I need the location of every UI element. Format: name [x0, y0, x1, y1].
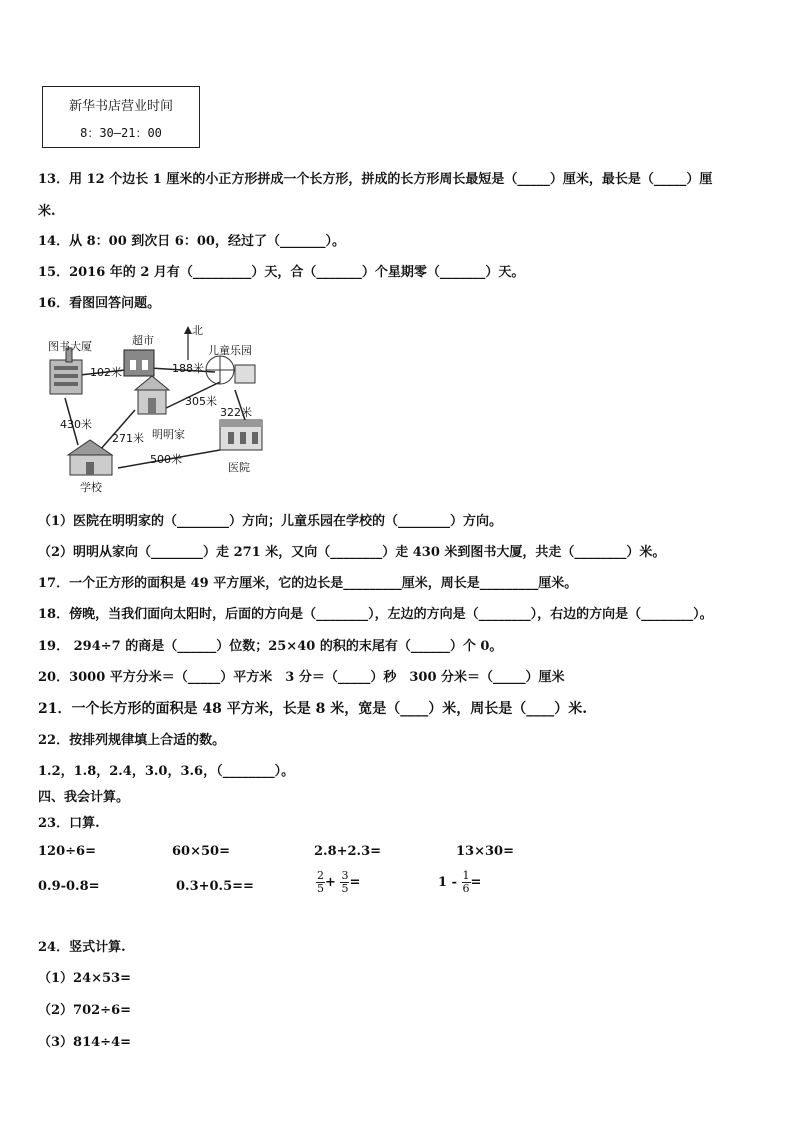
dist-park-hospital: 322米	[220, 406, 252, 419]
label-hospital: 医院	[228, 461, 250, 474]
dist-market-park: 188米	[172, 362, 204, 375]
question-13-line2: 米.	[38, 204, 56, 219]
question-21: 21．一个长方形的面积是 48 平方米，长是 8 米，宽是（____）米，周长是（____）米.	[38, 701, 588, 717]
dist-home-school: 271米	[112, 432, 144, 445]
fraction-3-5: $\frac{3}{5}$	[341, 869, 349, 895]
store-hours-box	[42, 86, 200, 148]
oral-b: 60×50=	[172, 844, 230, 859]
question-24-1: （1）24×53=	[38, 971, 132, 986]
question-19: 19． 294÷7 的商是（______）位数；25×40 的积的末尾有（______）个 0。	[38, 639, 503, 654]
park-icon	[206, 356, 255, 384]
question-15: 15．2016 年的 2 月有（_________）天，合（_______）个星期零（_______）天。	[38, 265, 525, 280]
oral-d: 13×30=	[456, 844, 514, 859]
dist-library-market: 102米	[90, 366, 122, 379]
question-16-1: （1）医院在明明家的（________）方向；儿童乐园在学校的（________）方向。	[38, 514, 503, 529]
map-figure	[40, 320, 280, 500]
library-icon	[50, 348, 82, 394]
section-4-heading: 四、我会计算。	[38, 790, 130, 805]
oral-g: $\frac{2}{5}$ + $\frac{3}{5}$ =	[317, 869, 361, 895]
label-market: 超市	[132, 334, 154, 347]
home-icon	[135, 376, 169, 414]
dist-library-school: 430米	[60, 418, 92, 431]
oral-h: 1 - $\frac{1}{6}$ =	[438, 869, 482, 895]
fraction-2-5: $\frac{2}{5}$	[317, 869, 324, 895]
question-16: 16．看图回答问题。	[38, 296, 161, 311]
dist-home-park: 305米	[185, 395, 217, 408]
question-23: 23．口算.	[38, 816, 100, 831]
oral-a: 120÷6=	[38, 844, 96, 859]
question-24-2: （2）702÷6=	[38, 1003, 132, 1018]
market-icon	[124, 350, 154, 376]
oral-f: 0.3+0.5==	[176, 879, 254, 894]
question-24: 24．竖式计算.	[38, 940, 126, 955]
question-18: 18．傍晚，当我们面向太阳时，后面的方向是（________），左边的方向是（________），右边的方向是（________）。	[38, 607, 713, 622]
question-22: 22．按排列规律填上合适的数。	[38, 733, 226, 748]
label-home: 明明家	[152, 428, 185, 441]
store-hours-title: 新华书店营业时间	[68, 99, 173, 114]
question-20: 20．3000 平方分米＝（_____）平方米 3 分＝（_____）秒 300 分米＝（_____）厘米	[38, 670, 565, 685]
oral-c: 2.8+2.3=	[314, 844, 382, 859]
label-library: 图书大厦	[48, 340, 92, 353]
question-24-3: （3）814÷4=	[38, 1035, 132, 1050]
question-22-sequence: 1.2，1.8，2.4，3.0，3.6，（________）。	[38, 764, 295, 779]
fraction-1-6: $\frac{1}{6}$	[462, 869, 470, 895]
dist-school-hospital: 500米	[150, 453, 182, 466]
label-north: 北	[192, 324, 203, 337]
question-13-line1: 13．用 12 个边长 1 厘米的小正方形拼成一个长方形，拼成的长方形周长最短是（_____）厘米，最长是（_____）厘	[38, 172, 713, 187]
question-17: 17．一个正方形的面积是 49 平方厘米，它的边长是_________厘米，周长是_________厘米。	[38, 576, 578, 591]
question-16-2: （2）明明从家向（________）走 271 米，又向（________）走 430 米到图书大厦，共走（________）米。	[38, 545, 666, 560]
oral-e: 0.9-0.8=	[38, 879, 100, 894]
hospital-icon	[220, 420, 262, 450]
school-icon	[68, 440, 112, 475]
label-park: 儿童乐园	[208, 344, 252, 357]
store-hours-value: 8：30—21：00	[80, 126, 162, 140]
label-school: 学校	[80, 481, 102, 494]
question-14: 14．从 8：00 到次日 6：00，经过了（_______）。	[38, 234, 345, 249]
